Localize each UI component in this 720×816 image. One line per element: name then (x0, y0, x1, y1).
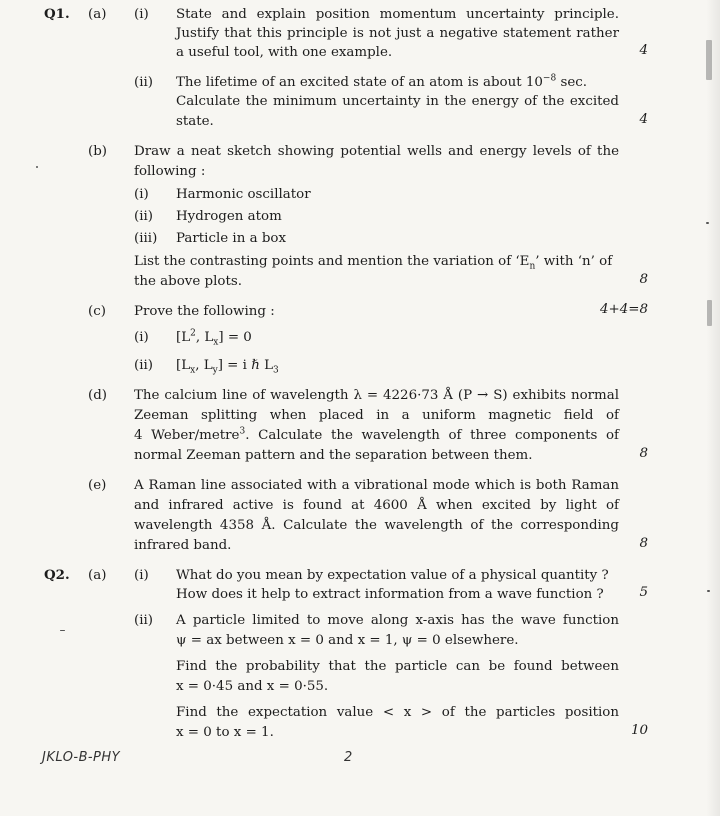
marks: 4 (639, 112, 648, 127)
subpart-label: (i) (134, 7, 149, 22)
text-line: ψ = ax between x = 0 and x = 1, ψ = 0 elsewhere. (176, 633, 519, 648)
text-line: Justify that this principle is not just a negative statement rather (176, 26, 619, 41)
text-line: Find the probability that the particle can be found between (176, 659, 619, 674)
scan-speck (706, 40, 712, 80)
list-item: Particle in a box (176, 231, 287, 246)
subpart-label: (ii) (134, 613, 154, 628)
marks: 8 (639, 272, 648, 287)
marks: 5 (639, 585, 648, 600)
marks: 10 (630, 723, 648, 738)
marks: 4+4=8 (600, 302, 648, 317)
text-line: 4 Weber/metre$^3$. Calculate the wavelength of three components of (134, 426, 619, 443)
text-line: infrared band. (134, 538, 232, 553)
text-line: State and explain position momentum uncertainty principle. (176, 7, 619, 22)
scan-speck (707, 300, 712, 326)
subpart-label: (i) (134, 568, 149, 583)
text-line: Zeeman splitting when placed in a uniform magnetic field of (134, 408, 619, 423)
text-line: The lifetime of an excited state of an atom is about $10^{-8}$ sec. (176, 73, 587, 90)
part-label: (a) (88, 568, 107, 583)
text-line: the above plots. (134, 274, 242, 289)
question-number: Q1. (44, 6, 70, 22)
text-line: a useful tool, with one example. (176, 45, 393, 60)
marks: 8 (639, 536, 648, 551)
list-label: (i) (134, 187, 149, 202)
part-label: (a) (88, 7, 107, 22)
part-label: (b) (88, 144, 108, 159)
equation: [$L_x$, $L_y] = i$ ℏ $L_3$ (176, 358, 279, 376)
text-line: Find the expectation value < x > of the particles position (176, 705, 619, 720)
text-line: A Raman line associated with a vibrational mode which is both Raman (134, 478, 619, 493)
paper-code: JKLO-B-PHY (42, 750, 121, 765)
text-line: Draw a neat sketch showing potential wells and energy levels of the (134, 144, 619, 159)
marks: 4 (639, 43, 648, 58)
scan-shadow (706, 0, 720, 816)
list-label: (iii) (134, 231, 158, 246)
list-item: Hydrogen atom (176, 209, 282, 224)
scan-speck (706, 222, 709, 224)
text-line: x = 0·45 and x = 0·55. (176, 679, 329, 694)
text-line: and infrared active is found at 4600 Å when excited by light of (134, 498, 619, 513)
list-label: (ii) (134, 209, 154, 224)
text-line: A particle limited to move along x-axis has the wave function (176, 613, 619, 628)
text-line: following : (134, 164, 206, 179)
text-line: Prove the following : (134, 304, 275, 319)
list-label: (i) (134, 330, 149, 345)
text-line: normal Zeeman pattern and the separation between them. (134, 448, 533, 463)
scan-speck (36, 166, 38, 168)
list-item: Harmonic oscillator (176, 187, 311, 202)
question-number: Q2. (44, 567, 70, 583)
page-number: 2 (344, 750, 353, 765)
marks: 8 (639, 446, 648, 461)
equation: [$L^2$, $L_x] = 0$ (176, 328, 252, 348)
part-label: (d) (88, 388, 108, 403)
text-line: The calcium line of wavelength λ = 4226·73 Å (P → S) exhibits normal (134, 388, 619, 403)
scan-speck (60, 630, 65, 631)
text-line: x = 0 to x = 1. (176, 725, 274, 740)
list-label: (ii) (134, 358, 154, 373)
text-line: What do you mean by expectation value of a physical quantity ? (176, 568, 609, 583)
text-line: List the contrasting points and mention the variation of ‘$E_n$’ with ‘n’ of (134, 254, 613, 272)
subpart-label: (ii) (134, 75, 154, 90)
part-label: (e) (88, 478, 107, 493)
scan-speck (707, 590, 710, 592)
text-line: wavelength 4358 Å. Calculate the wavelength of the corresponding (134, 518, 619, 533)
text-line: state. (176, 114, 214, 129)
text-line: Calculate the minimum uncertainty in the energy of the excited (176, 94, 619, 109)
text-line: How does it help to extract information from a wave function ? (176, 587, 604, 602)
part-label: (c) (88, 304, 106, 319)
